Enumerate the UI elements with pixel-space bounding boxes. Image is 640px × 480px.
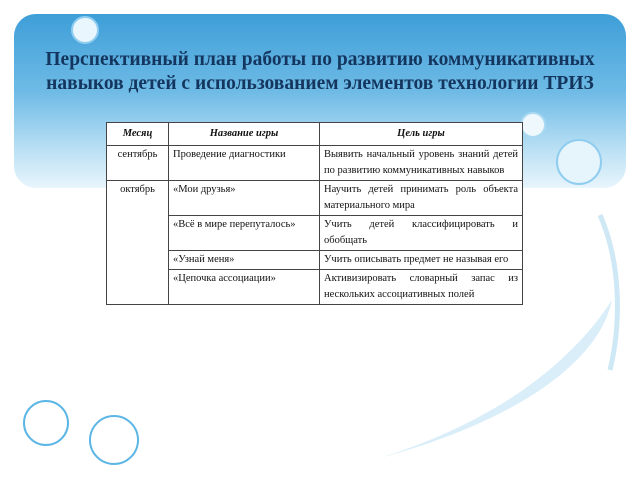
swoosh-right-edge — [600, 215, 617, 370]
game-cell: «Мои друзья» — [169, 181, 320, 216]
game-cell: «Узнай меня» — [169, 251, 320, 270]
table-header-row — [107, 123, 523, 146]
goal-cell: Выявить начальный уровень знаний детей по развитию коммуникативных навыков — [320, 146, 523, 181]
goal-cell: Научить детей принимать роль объекта материального мира — [320, 181, 523, 216]
game-cell: «Цепочка ассоциации» — [169, 270, 320, 305]
column-header-game: Название игры — [169, 123, 320, 146]
table-row — [107, 181, 523, 216]
bubble-bottom-small — [90, 416, 138, 464]
table-row — [107, 251, 523, 270]
title-line-2: навыков детей с использованием элементов технологии ТРИЗ — [46, 73, 594, 94]
swoosh-right — [380, 300, 612, 458]
game-cell: «Всё в мире перепуталось» — [169, 216, 320, 251]
goal-cell: Активизировать словарный запас из нескольких ассоциативных полей — [320, 270, 523, 305]
month-cell: октябрь — [107, 181, 169, 305]
page-title — [14, 48, 626, 96]
bubble-bottom-left — [24, 401, 68, 445]
table-row — [107, 146, 523, 181]
goal-cell: Учить детей классифицировать и обобщать — [320, 216, 523, 251]
column-header-month: Месяц — [107, 123, 169, 146]
work-plan-table — [106, 122, 523, 305]
game-cell: Проведение диагностики — [169, 146, 320, 181]
month-cell: сентябрь — [107, 146, 169, 181]
goal-cell: Учить описывать предмет не называя его — [320, 251, 523, 270]
column-header-goal: Цель игры — [320, 123, 523, 146]
table-row — [107, 270, 523, 305]
table-row — [107, 216, 523, 251]
title-line-1: Перспективный план работы по развитию коммуникативных — [45, 49, 595, 70]
